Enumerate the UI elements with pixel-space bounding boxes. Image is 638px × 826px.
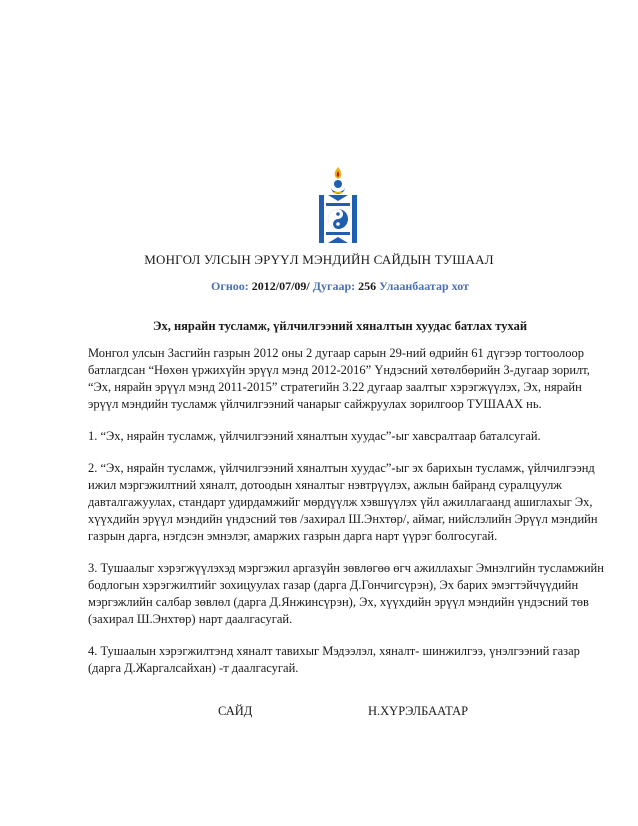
document-meta bbox=[0, 279, 638, 294]
document-subject: Эх, нярайн тусламж, үйлчилгээний хяналтын хуудас батлах тухай bbox=[152, 319, 528, 333]
document-heading: МОНГОЛ УЛСЫН ЭРҮҮЛ МЭНДИЙН САЙДЫН ТУШААЛ bbox=[144, 252, 494, 267]
date-label: Огноо: bbox=[211, 279, 249, 293]
number-value: 256 bbox=[358, 279, 377, 293]
document-body bbox=[88, 345, 608, 692]
soyombo-emblem-icon bbox=[316, 165, 360, 247]
number-label: Дугаар: bbox=[312, 279, 356, 293]
signature-title: САЙД bbox=[218, 704, 253, 718]
signature-name: Н.ХҮРЭЛБААТАР bbox=[368, 704, 469, 718]
preamble-paragraph: Монгол улсын Засгийн газрын 2012 оны 2 дугаар сарын 29-ний өдрийн 61 дүгээр тогтоолоор батлагдсан “Нөхөн үржихүйн эрүүл мэнд 2012-2016” Үндэсний хөтөлбөрийн 3-дугаар зорилт, “Эх, нярайн эрүүл мэнд 2011-2015” стратегийн 3.22 дугаар заалтыг хэрэгжүүлэх, Эх, нярайн эрүүл мэндийн тусламж үйлчилгээний чанарыг сайжруулах зорилгоор ТУШААХ нь. bbox=[88, 346, 590, 411]
place-value: Улаанбаатар хот bbox=[379, 279, 469, 293]
date-value: 2012/07/09/ bbox=[251, 279, 310, 293]
order-item-2: 2. “Эх, нярайн тусламж, үйлчилгээний хяналтын хуудас”-ыг эх барихын тусламж, үйлчилгээнд ижил мэргэжилтний хяналт, дотоодын хяналтыг нэвтрүүлэх, ажлын байранд суралцуулж давталгажуулах, стандарт удирдамжийг мөрдүүлж хэвшүүлэх үйл ажиллагаанд ашиглахыг Эх, хүүхдийн эрүүл мэндийн үндэсний төв /захирал Ш.Энхтөр/, аймаг, нийслэлийн Эрүүл мэндийн газрын дарга, нэгдсэн эмнэлэг, амаржих газрын дарга нарт үүрэг болгосугай. bbox=[88, 461, 598, 543]
order-item-4: 4. Тушаалын хэрэгжилтэнд хяналт тавихыг Мэдээлэл, хяналт- шинжилгээ, үнэлгээний газар (дарга Д.Жаргалсайхан) -т даалгасугай. bbox=[88, 644, 580, 675]
order-item-1: 1. “Эх, нярайн тусламж, үйлчилгээний хяналтын хуудас”-ыг хавсралтаар баталсугай. bbox=[88, 429, 541, 443]
order-item-3: 3. Тушаалыг хэрэгжүүлэхэд мэргэжил аргазүйн зөвлөгөө өгч ажиллахыг Эмнэлгийн тусламжийн бодлогын хэрэгжилтийг зохицуулах газар (дарга Д.Гончигсүрэн), Эх барих эмэгтэйчүүдийн мэргэжлийн салбар зөвлөл (дарга Д.Янжинсүрэн), Эх, хүүхдийн эрүүл мэндийн үндэсний төв (захирал Ш.Энхтөр) нарт даалгасугай. bbox=[88, 561, 604, 626]
